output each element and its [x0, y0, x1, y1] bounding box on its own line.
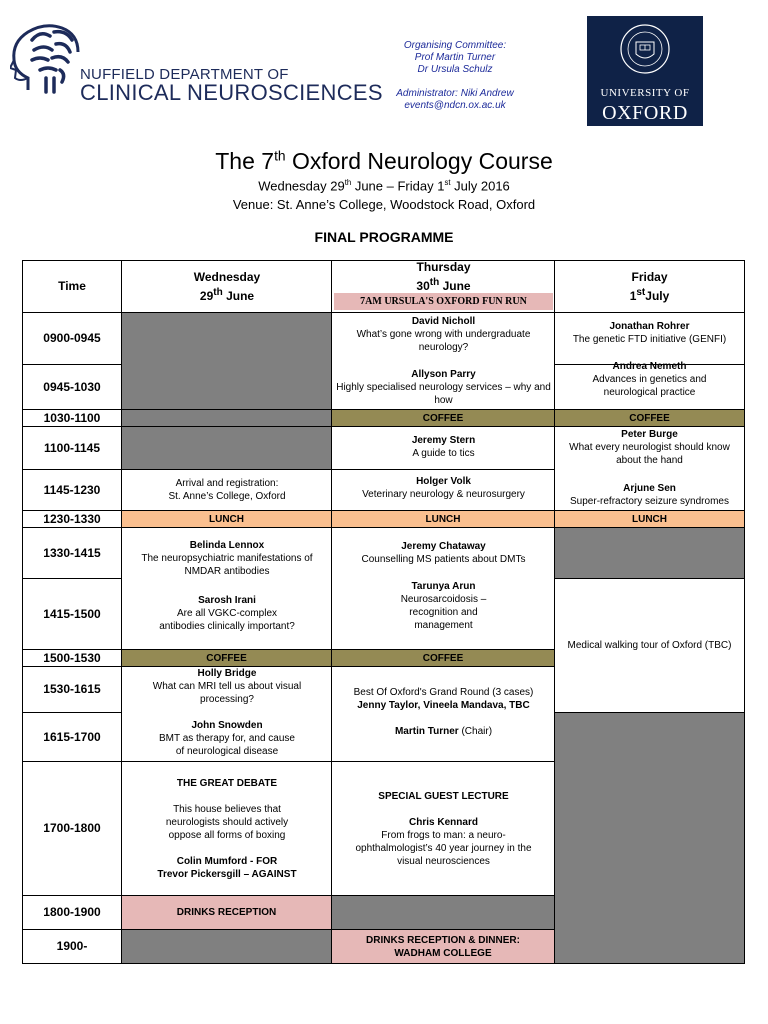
fun-run-note: 7AM URSULA'S OXFORD FUN RUN [334, 293, 553, 310]
wed-morning-empty [122, 313, 332, 469]
wed-lennox-session [124, 539, 330, 578]
committee-block [370, 40, 540, 112]
wed-irani-session [124, 594, 330, 633]
speaker-name: Jonathan Rohrer [609, 321, 690, 332]
oxford-label: OXFORD [602, 102, 688, 124]
committee-member: Prof Martin Turner [414, 52, 496, 63]
talk-title: Counselling MS patients about DMTs [361, 554, 526, 565]
speaker-name: Sarosh Irani [198, 595, 256, 606]
thu-drinks-dinner: DRINKS RECEPTION & DINNER: WADHAM COLLEGE [332, 930, 554, 963]
talk-title: Neurosarcoidosis – recognition and management [400, 594, 487, 631]
talk-title: The genetic FTD initiative (GENFI) [572, 334, 727, 345]
administrator: Administrator: Niki Andrew [396, 88, 514, 99]
coffee-break-thu: COFFEE [332, 410, 554, 426]
brain-head-icon [10, 20, 90, 105]
fri-walking-tour: Medical walking tour of Oxford (TBC) [567, 640, 732, 651]
time-slot: 1530-1615 [43, 682, 101, 696]
wed-bridge-session [124, 667, 330, 706]
thu-volk-session [334, 475, 553, 501]
time-slot: 0900-0945 [43, 331, 101, 345]
dept-name-line1: NUFFIELD DEPARTMENT OF [80, 66, 289, 83]
talk-title: The neuropsychiatric manifestations of NMDAR antibodies [141, 553, 313, 577]
thu-chataway-session [334, 540, 553, 566]
time-slot: 1100-1145 [43, 440, 101, 455]
time-slot: 0945-1030 [43, 379, 101, 394]
lunch-fri: LUNCH [555, 511, 744, 527]
time-slot: 1800-1900 [43, 905, 101, 919]
debate-motion: This house believes that neurologists should actively oppose all forms of boxing [165, 803, 289, 841]
speaker-name: Chris Kennard [409, 816, 478, 828]
talk-title: From frogs to man: a neuro-ophthalmologist’s 40 year journey in the visual neurosciences [355, 829, 532, 867]
fri-sen-session [557, 482, 742, 508]
time-slot: 1030-1100 [43, 410, 101, 425]
thu-stern-session [334, 434, 553, 460]
time-column-header: Time [58, 279, 86, 293]
time-slot: 1700-1800 [43, 821, 101, 835]
contact-email[interactable]: events@ndcn.ox.ac.uk [404, 100, 506, 111]
fri-nemeth-session [557, 360, 742, 399]
debate-against: Trevor Pickersgill – AGAINST [157, 868, 297, 880]
time-slot: 1615-1700 [43, 729, 101, 744]
speaker-name: Allyson Parry [411, 368, 476, 380]
thu-grand-round [334, 686, 553, 738]
speaker-name: Tarunya Arun [411, 581, 476, 592]
thursday-header: Thursday 30th June [416, 260, 471, 293]
wed-drinks-reception: DRINKS RECEPTION [122, 896, 331, 929]
session-title: Best Of Oxford's Grand Round (3 cases) [353, 687, 534, 698]
talk-title: Advances in genetics and neurological practice [592, 374, 707, 398]
wed-arrival: Arrival and registration: St. Anne’s College, Oxford [168, 478, 286, 502]
wed-snowden-session [124, 719, 330, 758]
speaker-name: Jeremy Stern [411, 435, 476, 446]
time-slot: 1900- [56, 939, 88, 953]
thu-guest-lecture [334, 762, 553, 895]
speaker-name: Andrea Nemeth [612, 361, 687, 372]
course-venue: Venue: St. Anne’s College, Woodstock Road, Oxford [232, 197, 536, 212]
thu-parry-session [334, 366, 553, 408]
session-chair: Martin Turner (Chair) [394, 726, 493, 737]
talk-title: Veterinary neurology & neurosurgery [362, 489, 525, 500]
lunch-thu: LUNCH [332, 511, 554, 527]
time-slot: 1500-1530 [43, 650, 101, 665]
course-title: The 7th Oxford Neurology Course [215, 148, 553, 174]
speaker-name: Peter Burge [621, 429, 678, 440]
fri-1330-empty [555, 527, 744, 578]
coffee-break-fri: COFFEE [555, 410, 744, 426]
programme-heading: FINAL PROGRAMME [314, 229, 454, 245]
talk-title: Are all VGKC-complex antibodies clinically important? [159, 608, 295, 632]
time-slot: 1415-1500 [43, 606, 101, 621]
session-speakers: Jenny Taylor, Vineela Mandava, TBC [357, 700, 530, 711]
wed-1900-empty [122, 929, 332, 963]
course-dates: Wednesday 29th June – Friday 1st July 2016 [258, 178, 510, 194]
speaker-name: Belinda Lennox [189, 540, 265, 551]
coffee-break-thu-pm: COFFEE [332, 650, 554, 666]
wednesday-header: Wednesday 29th June [193, 269, 261, 303]
oxford-logo [587, 16, 703, 126]
committee-label: Organising Committee: [403, 40, 507, 51]
speaker-name: Holly Bridge [197, 668, 257, 679]
time-slot: 1230-1330 [43, 511, 101, 526]
talk-title: What can MRI tell us about visual processing? [152, 681, 302, 705]
thu-1800-empty [332, 895, 555, 929]
lunch-wed: LUNCH [122, 511, 331, 527]
session-heading: SPECIAL GUEST LECTURE [378, 790, 509, 802]
fri-burge-session [557, 428, 742, 467]
wed-great-debate [124, 762, 330, 895]
time-slot: 1145-1230 [43, 482, 101, 497]
speaker-name: John Snowden [191, 720, 263, 731]
talk-title: Highly specialised neurology services – why and how [336, 381, 551, 406]
thu-nicholl-session [334, 313, 553, 355]
university-crest-icon [587, 16, 703, 86]
speaker-name: Arjune Sen [623, 483, 676, 494]
fri-evening-empty [555, 712, 744, 963]
coffee-break-wed: COFFEE [122, 650, 331, 666]
talk-title: Super-refractory seizure syndromes [570, 496, 729, 507]
speaker-name: Holger Volk [416, 476, 471, 487]
thu-arun-session [334, 580, 553, 632]
speaker-name: Jeremy Chataway [401, 541, 486, 552]
talk-title: What every neurologist should know about the hand [569, 442, 730, 466]
debate-for: Colin Mumford - FOR [176, 855, 278, 867]
talk-title: What’s gone wrong with undergraduate neurology? [356, 328, 531, 353]
talk-title: BMT as therapy for, and cause of neurological disease [158, 733, 295, 757]
time-slot: 1330-1415 [43, 545, 101, 560]
university-of-label: UNIVERSITY OF [600, 87, 690, 99]
friday-header: Friday 1stJuly [629, 269, 670, 303]
committee-member: Dr Ursula Schulz [417, 64, 493, 75]
talk-title: A guide to tics [412, 448, 475, 459]
fri-rohrer-session [557, 320, 742, 346]
speaker-name: David Nicholl [411, 315, 476, 327]
dept-name-line2: CLINICAL NEUROSCIENCES [80, 80, 383, 105]
session-heading: THE GREAT DEBATE [176, 777, 278, 789]
